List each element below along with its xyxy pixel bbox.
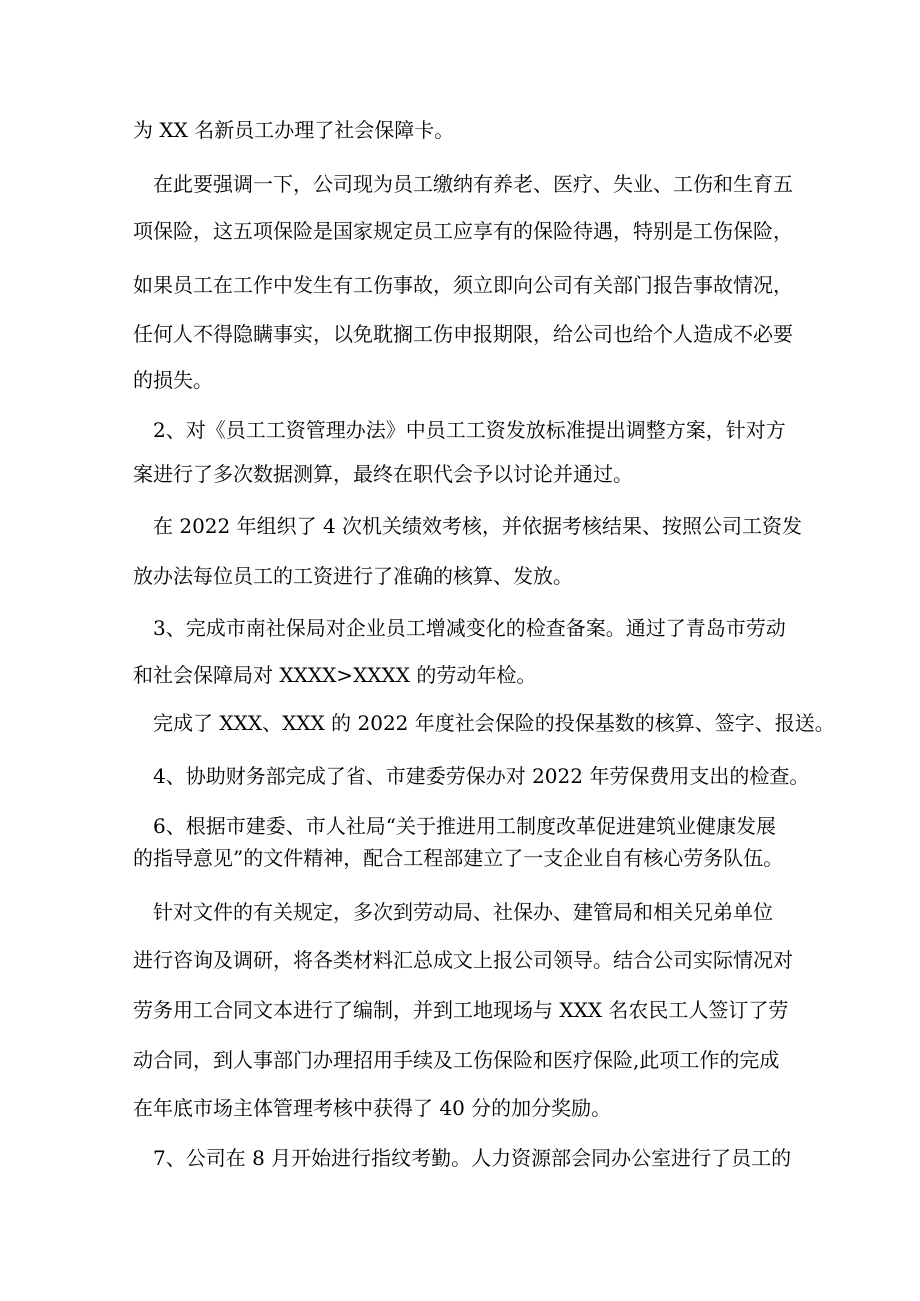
paragraph-line: 的指导意见”的文件精神，配合工程部建立了一支企业自有核心劳务队伍。 <box>133 846 784 870</box>
paragraph-line: 针对文件的有关规定，多次到劳动局、社保办、建管局和相关兄弟单位 <box>153 900 773 924</box>
paragraph-line: 动合同，到人事部门办理招用手续及工伤保险和医疗保险,此项工作的完成 <box>133 1048 780 1072</box>
paragraph-line: 6、根据市建委、市人社局“关于推进用工制度改革促进建筑业健康发展 <box>153 814 776 838</box>
paragraph-line: 4、协助财务部完成了省、市建委劳保办对 2022 年劳保费用支出的检查。 <box>153 764 810 788</box>
paragraph-line: 在此要强调一下，公司现为员工缴纳有养老、医疗、失业、工伤和生育五 <box>153 172 793 196</box>
paragraph-line: 2、对《员工工资管理办法》中员工工资发放标准提出调整方案，针对方 <box>153 418 786 442</box>
paragraph-line: 劳务用工合同文本进行了编制，并到工地现场与 XXX 名农民工人签订了劳 <box>133 998 789 1022</box>
paragraph-line: 进行咨询及调研，将各类材料汇总成文上报公司领导。结合公司实际情况对 <box>133 948 793 972</box>
paragraph-line: 和社会保障局对 XXXX>XXXX 的劳动年检。 <box>133 663 537 687</box>
paragraph-line: 如果员工在工作中发生有工伤事故，须立即向公司有关部门报告事故情况， <box>133 273 793 297</box>
paragraph-line: 放办法每位员工的工资进行了准确的核算、发放。 <box>133 564 573 588</box>
paragraph-line: 7、公司在 8 月开始进行指纹考勤。人力资源部会同办公室进行了员工的 <box>153 1146 792 1170</box>
paragraph-line: 在 2022 年组织了 4 次机关绩效考核，并依据考核结果、按照公司工资发 <box>153 514 803 538</box>
paragraph-line: 完成了 XXX、XXX 的 2022 年度社会保险的投保基数的核算、签字、报送。 <box>153 711 835 735</box>
paragraph-line: 项保险，这五项保险是国家规定员工应享有的保险待遇，特别是工伤保险， <box>133 219 793 243</box>
paragraph-line: 案进行了多次数据测算，最终在职代会予以讨论并通过。 <box>133 462 633 486</box>
paragraph-line: 任何人不得隐瞒事实，以免耽搁工伤申报期限，给公司也给个人造成不必要 <box>133 322 793 346</box>
paragraph-line: 在年底市场主体管理考核中获得了 40 分的加分奖励。 <box>133 1096 612 1120</box>
paragraph-line: 为 XX 名新员工办理了社会保障卡。 <box>133 118 455 142</box>
paragraph-line: 的损失。 <box>133 368 213 392</box>
paragraph-line: 3、完成市南社保局对企业员工增减变化的检查备案。通过了青岛市劳动 <box>153 616 786 640</box>
